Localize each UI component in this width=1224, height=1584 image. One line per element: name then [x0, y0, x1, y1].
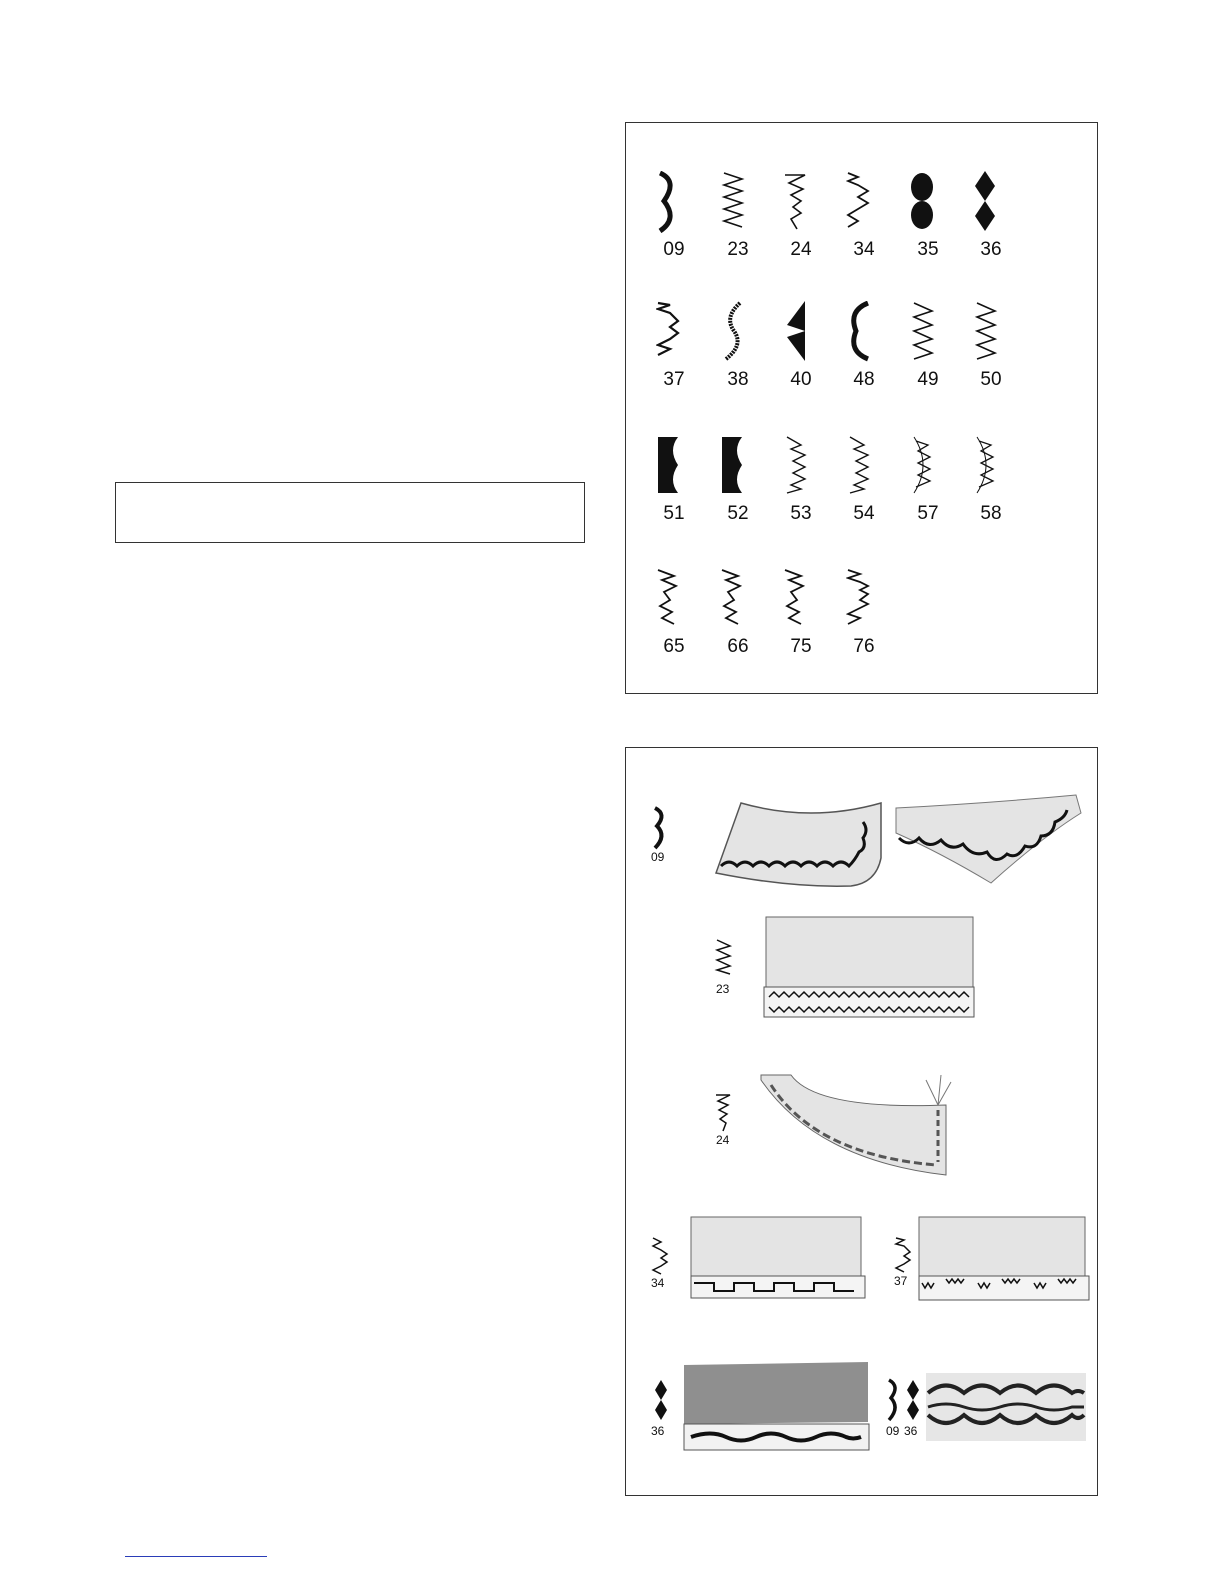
stitch-number: 66: [727, 636, 749, 657]
dense-scallop-icon: [656, 435, 692, 497]
stitch-37: [644, 301, 704, 411]
stitch-35: [898, 171, 958, 281]
round-satin-icon: [910, 171, 946, 233]
stitch-54: [834, 435, 894, 545]
scallop-icon: [656, 171, 692, 233]
diamond-satin-icon: [973, 171, 1009, 233]
stitch-number: 51: [663, 503, 685, 524]
step-icon: [846, 171, 882, 233]
stitch-number: 53: [790, 503, 812, 524]
zigzag-taper-icon: [910, 301, 946, 363]
step-icon: [651, 1236, 671, 1276]
step-hem-illustration: [689, 1213, 869, 1303]
stitch-number: 58: [980, 503, 1002, 524]
stitch-58: [961, 435, 1021, 545]
footer-link-line: [125, 1556, 267, 1557]
stitch-24: [771, 171, 831, 281]
example-number: 09: [651, 850, 665, 864]
example-number: 36: [904, 1424, 918, 1438]
stitch-34: [834, 171, 894, 281]
stitch-40: [771, 301, 831, 411]
stitch-66: [708, 568, 768, 678]
combined-pattern-illustration: [926, 1373, 1086, 1443]
example-number: 23: [716, 982, 730, 996]
stitch-number: 38: [727, 369, 749, 390]
stitch-number: 24: [790, 239, 812, 260]
stitch-number: 09: [663, 239, 685, 260]
stitch-number: 57: [917, 503, 939, 524]
stitch-09: [644, 171, 704, 281]
stitch-number: 76: [853, 636, 875, 657]
blind-hem-icon: [714, 938, 734, 978]
diamond-satin-icon: [651, 1378, 671, 1423]
arrow-point-icon: [783, 171, 819, 233]
step-zigzag-icon: [846, 568, 882, 630]
example-36-stitch: [651, 1378, 671, 1438]
step-block-icon: [894, 1236, 914, 1276]
stitch-23: [708, 171, 768, 281]
example-number: 09: [886, 1424, 900, 1438]
feather-scallop-icon: [846, 435, 882, 497]
stitch-57: [898, 435, 958, 545]
scallop-icon: [651, 806, 671, 851]
stitch-53: [771, 435, 831, 545]
example-37-stitch: [894, 1236, 914, 1288]
stitch-65: [644, 568, 704, 678]
stitch-number: 65: [663, 636, 685, 657]
stitch-48: [834, 301, 894, 411]
example-number: 24: [716, 1133, 730, 1147]
stitch-38: [708, 301, 768, 411]
stitch-number: 23: [727, 239, 749, 260]
blind-hem-icon: [720, 171, 756, 233]
stitch-76: [834, 568, 894, 678]
feather-scallop-icon: [783, 435, 819, 497]
zigzag-curve-icon: [656, 568, 692, 630]
zigzag-curve-icon: [720, 568, 756, 630]
example-23-stitch: [714, 938, 734, 996]
stitch-number: 37: [663, 369, 685, 390]
curved-zigzag-icon: [910, 435, 946, 497]
stitch-number: 34: [853, 239, 875, 260]
zigzag-curve-icon: [783, 568, 819, 630]
dense-scallop-icon: [720, 435, 756, 497]
stitch-number: 54: [853, 503, 875, 524]
stitch-number: 35: [917, 239, 939, 260]
collar-illustration: [711, 798, 886, 888]
zigzag-taper-icon: [973, 301, 1009, 363]
stitch-number: 48: [853, 369, 875, 390]
example-09-stitch: [651, 806, 671, 864]
stitch-number: 75: [790, 636, 812, 657]
note-box: [115, 482, 585, 543]
triangle-satin-icon: [783, 301, 819, 363]
example-number: 34: [651, 1276, 665, 1290]
stitch-51: [644, 435, 704, 545]
shawl-illustration: [891, 793, 1086, 888]
curved-zigzag-icon: [973, 435, 1009, 497]
stitch-number: 52: [727, 503, 749, 524]
stitch-number: 40: [790, 369, 812, 390]
arrow-point-icon: [714, 1093, 734, 1133]
example-09-36-stitch: [886, 1378, 926, 1438]
crescent-icon: [846, 301, 882, 363]
stitch-52: [708, 435, 768, 545]
wave-icon: [720, 301, 756, 363]
combined-stitch-icon: [886, 1378, 926, 1423]
example-34-stitch: [651, 1236, 671, 1290]
stitch-number: 49: [917, 369, 939, 390]
stitch-number: 50: [980, 369, 1002, 390]
example-number: 37: [894, 1274, 908, 1288]
block-hem-illustration: [916, 1213, 1091, 1303]
stitch-examples-panel: [625, 747, 1098, 1496]
example-number: 36: [651, 1424, 665, 1438]
stitch-36: [961, 171, 1021, 281]
example-24-stitch: [714, 1093, 734, 1147]
satin-hem-illustration: [681, 1360, 871, 1455]
step-block-icon: [656, 301, 692, 363]
stitch-49: [898, 301, 958, 411]
stitch-number: 36: [980, 239, 1002, 260]
stitch-75: [771, 568, 831, 678]
collar-arrow-illustration: [756, 1070, 956, 1180]
stitch-chart-panel: [625, 122, 1098, 694]
hem-illustration: [761, 913, 981, 1023]
stitch-50: [961, 301, 1021, 411]
